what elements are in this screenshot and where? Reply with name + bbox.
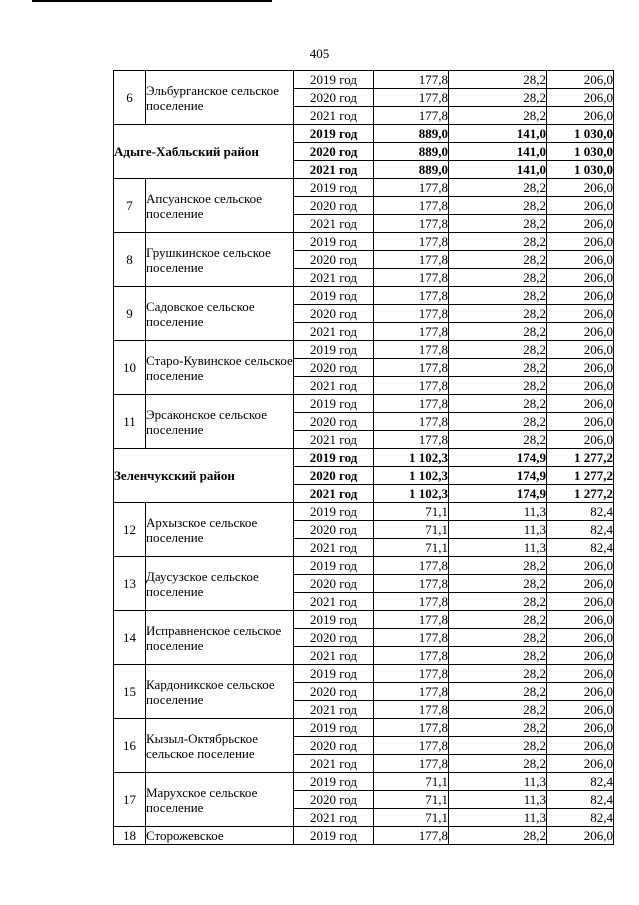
row-number: 6 bbox=[114, 71, 146, 125]
value-cell: 177,8 bbox=[374, 377, 449, 395]
year-cell: 2020 год bbox=[294, 251, 374, 269]
value-cell: 11,3 bbox=[449, 809, 547, 827]
total-cell: 206,0 bbox=[547, 701, 614, 719]
total-cell: 1 030,0 bbox=[547, 125, 614, 143]
row-number: 7 bbox=[114, 179, 146, 233]
value-cell: 177,8 bbox=[374, 341, 449, 359]
value-cell: 177,8 bbox=[374, 305, 449, 323]
value-cell: 28,2 bbox=[449, 197, 547, 215]
value-cell: 28,2 bbox=[449, 233, 547, 251]
value-cell: 28,2 bbox=[449, 665, 547, 683]
value-cell: 71,1 bbox=[374, 773, 449, 791]
district-name: Зеленчукский район bbox=[114, 449, 294, 503]
row-number: 15 bbox=[114, 665, 146, 719]
row-number: 14 bbox=[114, 611, 146, 665]
settlement-name: Кардоникское сельское поселение bbox=[146, 665, 294, 719]
value-cell: 28,2 bbox=[449, 647, 547, 665]
value-cell: 177,8 bbox=[374, 575, 449, 593]
value-cell: 177,8 bbox=[374, 269, 449, 287]
settlement-name: Эльбурганское сельское поселение bbox=[146, 71, 294, 125]
value-cell: 1 102,3 bbox=[374, 449, 449, 467]
total-cell: 1 277,2 bbox=[547, 467, 614, 485]
year-cell: 2020 год bbox=[294, 521, 374, 539]
year-cell: 2021 год bbox=[294, 215, 374, 233]
value-cell: 141,0 bbox=[449, 125, 547, 143]
row-number: 9 bbox=[114, 287, 146, 341]
year-cell: 2021 год bbox=[294, 809, 374, 827]
total-cell: 206,0 bbox=[547, 557, 614, 575]
year-cell: 2021 год bbox=[294, 323, 374, 341]
row-number: 17 bbox=[114, 773, 146, 827]
value-cell: 177,8 bbox=[374, 827, 449, 845]
total-cell: 82,4 bbox=[547, 791, 614, 809]
year-cell: 2019 год bbox=[294, 611, 374, 629]
value-cell: 1 102,3 bbox=[374, 467, 449, 485]
total-cell: 206,0 bbox=[547, 827, 614, 845]
total-cell: 206,0 bbox=[547, 107, 614, 125]
total-cell: 206,0 bbox=[547, 737, 614, 755]
value-cell: 174,9 bbox=[449, 485, 547, 503]
total-cell: 206,0 bbox=[547, 611, 614, 629]
value-cell: 141,0 bbox=[449, 143, 547, 161]
value-cell: 177,8 bbox=[374, 395, 449, 413]
year-cell: 2020 год bbox=[294, 791, 374, 809]
total-cell: 206,0 bbox=[547, 395, 614, 413]
value-cell: 28,2 bbox=[449, 89, 547, 107]
year-cell: 2020 год bbox=[294, 467, 374, 485]
value-cell: 177,8 bbox=[374, 179, 449, 197]
value-cell: 177,8 bbox=[374, 701, 449, 719]
value-cell: 177,8 bbox=[374, 233, 449, 251]
table-row bbox=[114, 665, 614, 683]
settlement-name: Исправненское сельское поселение bbox=[146, 611, 294, 665]
year-cell: 2021 год bbox=[294, 377, 374, 395]
total-cell: 206,0 bbox=[547, 683, 614, 701]
year-cell: 2021 год bbox=[294, 593, 374, 611]
year-cell: 2021 год bbox=[294, 701, 374, 719]
value-cell: 28,2 bbox=[449, 827, 547, 845]
settlement-name: Садовское сельское поселение bbox=[146, 287, 294, 341]
year-cell: 2019 год bbox=[294, 395, 374, 413]
value-cell: 28,2 bbox=[449, 701, 547, 719]
year-cell: 2019 год bbox=[294, 233, 374, 251]
value-cell: 177,8 bbox=[374, 107, 449, 125]
year-cell: 2021 год bbox=[294, 161, 374, 179]
year-cell: 2019 год bbox=[294, 665, 374, 683]
total-cell: 206,0 bbox=[547, 593, 614, 611]
year-cell: 2019 год bbox=[294, 557, 374, 575]
total-cell: 206,0 bbox=[547, 323, 614, 341]
table-row bbox=[114, 449, 614, 467]
total-cell: 206,0 bbox=[547, 305, 614, 323]
year-cell: 2020 год bbox=[294, 143, 374, 161]
value-cell: 177,8 bbox=[374, 665, 449, 683]
table-row bbox=[114, 125, 614, 143]
value-cell: 177,8 bbox=[374, 215, 449, 233]
value-cell: 28,2 bbox=[449, 737, 547, 755]
total-cell: 82,4 bbox=[547, 809, 614, 827]
total-cell: 206,0 bbox=[547, 71, 614, 89]
settlement-name: Марухское сельское поселение bbox=[146, 773, 294, 827]
total-cell: 206,0 bbox=[547, 665, 614, 683]
value-cell: 28,2 bbox=[449, 683, 547, 701]
year-cell: 2020 год bbox=[294, 305, 374, 323]
value-cell: 28,2 bbox=[449, 287, 547, 305]
value-cell: 177,8 bbox=[374, 611, 449, 629]
row-number: 13 bbox=[114, 557, 146, 611]
value-cell: 28,2 bbox=[449, 755, 547, 773]
value-cell: 11,3 bbox=[449, 521, 547, 539]
value-cell: 177,8 bbox=[374, 413, 449, 431]
total-cell: 82,4 bbox=[547, 503, 614, 521]
year-cell: 2019 год bbox=[294, 449, 374, 467]
total-cell: 206,0 bbox=[547, 719, 614, 737]
budget-table bbox=[113, 70, 614, 845]
settlement-name: Кызыл-Октябрьское сельское поселение bbox=[146, 719, 294, 773]
total-cell: 206,0 bbox=[547, 377, 614, 395]
year-cell: 2021 год bbox=[294, 647, 374, 665]
total-cell: 206,0 bbox=[547, 629, 614, 647]
total-cell: 206,0 bbox=[547, 89, 614, 107]
value-cell: 28,2 bbox=[449, 359, 547, 377]
value-cell: 889,0 bbox=[374, 125, 449, 143]
year-cell: 2020 год bbox=[294, 197, 374, 215]
value-cell: 71,1 bbox=[374, 809, 449, 827]
value-cell: 28,2 bbox=[449, 71, 547, 89]
settlement-name: Старо-Кувинское сельское поселение bbox=[146, 341, 294, 395]
top-rule bbox=[32, 0, 272, 2]
total-cell: 206,0 bbox=[547, 179, 614, 197]
value-cell: 28,2 bbox=[449, 305, 547, 323]
row-number: 18 bbox=[114, 827, 146, 845]
value-cell: 71,1 bbox=[374, 791, 449, 809]
total-cell: 206,0 bbox=[547, 647, 614, 665]
total-cell: 82,4 bbox=[547, 521, 614, 539]
value-cell: 71,1 bbox=[374, 521, 449, 539]
value-cell: 177,8 bbox=[374, 431, 449, 449]
settlement-name: Архызское сельское поселение bbox=[146, 503, 294, 557]
value-cell: 177,8 bbox=[374, 737, 449, 755]
value-cell: 177,8 bbox=[374, 593, 449, 611]
value-cell: 28,2 bbox=[449, 395, 547, 413]
total-cell: 206,0 bbox=[547, 575, 614, 593]
table-row bbox=[114, 827, 614, 845]
value-cell: 177,8 bbox=[374, 197, 449, 215]
value-cell: 177,8 bbox=[374, 683, 449, 701]
value-cell: 28,2 bbox=[449, 179, 547, 197]
year-cell: 2020 год bbox=[294, 89, 374, 107]
value-cell: 28,2 bbox=[449, 107, 547, 125]
row-number: 10 bbox=[114, 341, 146, 395]
value-cell: 141,0 bbox=[449, 161, 547, 179]
value-cell: 28,2 bbox=[449, 431, 547, 449]
year-cell: 2020 год bbox=[294, 575, 374, 593]
total-cell: 206,0 bbox=[547, 341, 614, 359]
value-cell: 28,2 bbox=[449, 611, 547, 629]
year-cell: 2021 год bbox=[294, 107, 374, 125]
value-cell: 11,3 bbox=[449, 773, 547, 791]
settlement-name: Эрсаконское сельское поселение bbox=[146, 395, 294, 449]
settlement-name: Даусузское сельское поселение bbox=[146, 557, 294, 611]
value-cell: 28,2 bbox=[449, 719, 547, 737]
total-cell: 206,0 bbox=[547, 233, 614, 251]
value-cell: 889,0 bbox=[374, 161, 449, 179]
table-row bbox=[114, 287, 614, 305]
total-cell: 206,0 bbox=[547, 755, 614, 773]
value-cell: 174,9 bbox=[449, 467, 547, 485]
table-row bbox=[114, 773, 614, 791]
value-cell: 28,2 bbox=[449, 629, 547, 647]
total-cell: 206,0 bbox=[547, 359, 614, 377]
value-cell: 28,2 bbox=[449, 341, 547, 359]
value-cell: 889,0 bbox=[374, 143, 449, 161]
value-cell: 177,8 bbox=[374, 359, 449, 377]
settlement-name: Сторожевское bbox=[146, 827, 294, 845]
total-cell: 82,4 bbox=[547, 539, 614, 557]
table-row bbox=[114, 71, 614, 89]
total-cell: 1 277,2 bbox=[547, 449, 614, 467]
value-cell: 28,2 bbox=[449, 269, 547, 287]
value-cell: 28,2 bbox=[449, 557, 547, 575]
year-cell: 2019 год bbox=[294, 179, 374, 197]
value-cell: 28,2 bbox=[449, 215, 547, 233]
value-cell: 177,8 bbox=[374, 287, 449, 305]
table-row bbox=[114, 179, 614, 197]
total-cell: 206,0 bbox=[547, 269, 614, 287]
table-row bbox=[114, 557, 614, 575]
value-cell: 28,2 bbox=[449, 251, 547, 269]
year-cell: 2019 год bbox=[294, 719, 374, 737]
value-cell: 71,1 bbox=[374, 503, 449, 521]
row-number: 16 bbox=[114, 719, 146, 773]
total-cell: 206,0 bbox=[547, 215, 614, 233]
settlement-name: Грушкинское сельское поселение bbox=[146, 233, 294, 287]
year-cell: 2019 год bbox=[294, 287, 374, 305]
district-name: Адыге-Хабльский район bbox=[114, 125, 294, 179]
total-cell: 82,4 bbox=[547, 773, 614, 791]
year-cell: 2020 год bbox=[294, 359, 374, 377]
value-cell: 71,1 bbox=[374, 539, 449, 557]
value-cell: 28,2 bbox=[449, 413, 547, 431]
value-cell: 177,8 bbox=[374, 755, 449, 773]
page-number: 405 bbox=[309, 46, 330, 61]
value-cell: 177,8 bbox=[374, 557, 449, 575]
row-number: 11 bbox=[114, 395, 146, 449]
year-cell: 2021 год bbox=[294, 269, 374, 287]
total-cell: 1 030,0 bbox=[547, 143, 614, 161]
total-cell: 206,0 bbox=[547, 287, 614, 305]
value-cell: 177,8 bbox=[374, 251, 449, 269]
year-cell: 2021 год bbox=[294, 485, 374, 503]
year-cell: 2019 год bbox=[294, 827, 374, 845]
value-cell: 28,2 bbox=[449, 377, 547, 395]
value-cell: 177,8 bbox=[374, 719, 449, 737]
table-row bbox=[114, 719, 614, 737]
year-cell: 2019 год bbox=[294, 341, 374, 359]
value-cell: 11,3 bbox=[449, 539, 547, 557]
year-cell: 2021 год bbox=[294, 539, 374, 557]
value-cell: 28,2 bbox=[449, 323, 547, 341]
year-cell: 2020 год bbox=[294, 683, 374, 701]
total-cell: 206,0 bbox=[547, 413, 614, 431]
value-cell: 1 102,3 bbox=[374, 485, 449, 503]
value-cell: 177,8 bbox=[374, 323, 449, 341]
row-number: 12 bbox=[114, 503, 146, 557]
value-cell: 177,8 bbox=[374, 629, 449, 647]
row-number: 8 bbox=[114, 233, 146, 287]
year-cell: 2020 год bbox=[294, 413, 374, 431]
value-cell: 11,3 bbox=[449, 791, 547, 809]
settlement-name: Апсуанское сельское поселение bbox=[146, 179, 294, 233]
total-cell: 1 030,0 bbox=[547, 161, 614, 179]
value-cell: 11,3 bbox=[449, 503, 547, 521]
total-cell: 206,0 bbox=[547, 251, 614, 269]
value-cell: 28,2 bbox=[449, 593, 547, 611]
table-row bbox=[114, 233, 614, 251]
table-row bbox=[114, 611, 614, 629]
value-cell: 28,2 bbox=[449, 575, 547, 593]
table-row bbox=[114, 341, 614, 359]
total-cell: 206,0 bbox=[547, 197, 614, 215]
table-row bbox=[114, 503, 614, 521]
year-cell: 2019 год bbox=[294, 125, 374, 143]
value-cell: 177,8 bbox=[374, 647, 449, 665]
value-cell: 177,8 bbox=[374, 89, 449, 107]
year-cell: 2019 год bbox=[294, 71, 374, 89]
year-cell: 2019 год bbox=[294, 503, 374, 521]
year-cell: 2020 год bbox=[294, 629, 374, 647]
total-cell: 1 277,2 bbox=[547, 485, 614, 503]
year-cell: 2020 год bbox=[294, 737, 374, 755]
value-cell: 177,8 bbox=[374, 71, 449, 89]
year-cell: 2019 год bbox=[294, 773, 374, 791]
year-cell: 2021 год bbox=[294, 755, 374, 773]
total-cell: 206,0 bbox=[547, 431, 614, 449]
table-row bbox=[114, 395, 614, 413]
value-cell: 174,9 bbox=[449, 449, 547, 467]
year-cell: 2021 год bbox=[294, 431, 374, 449]
